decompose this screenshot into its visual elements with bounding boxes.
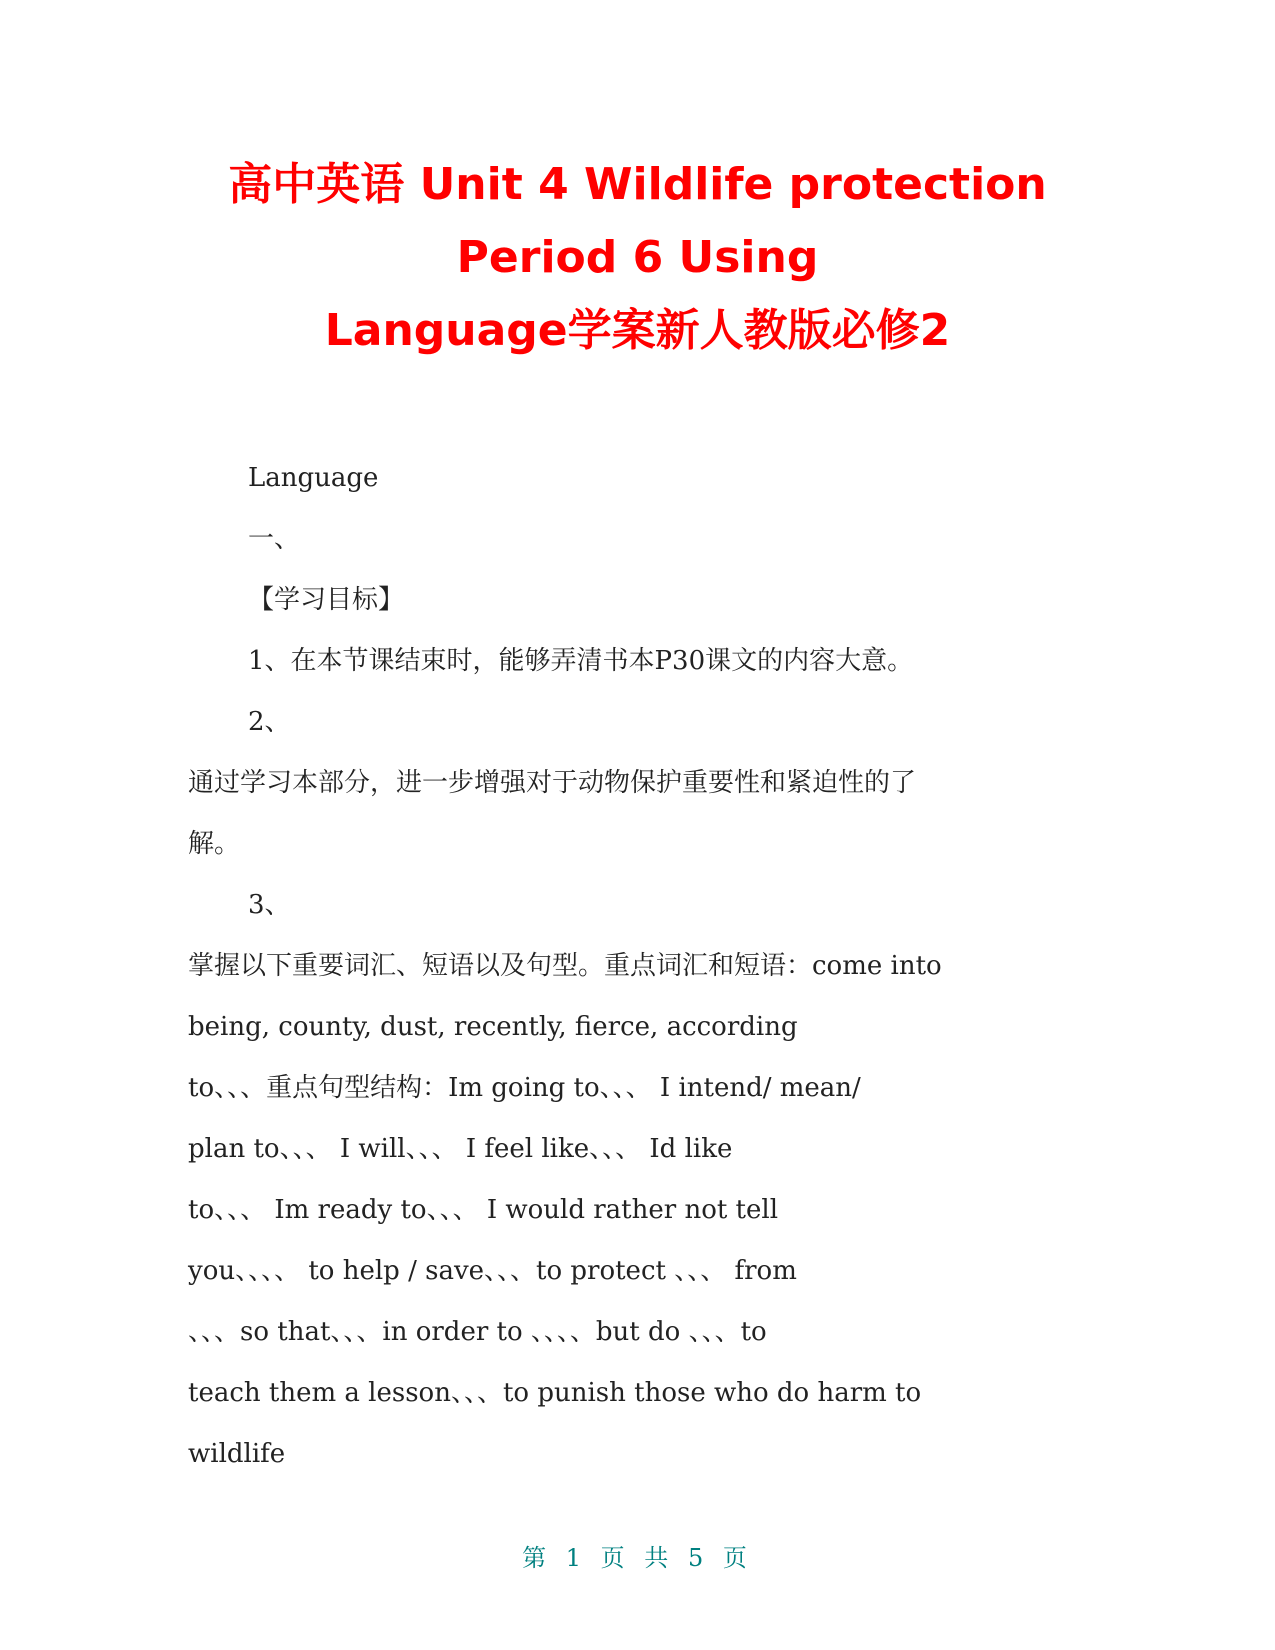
title-line-2: Period 6 Using — [456, 232, 819, 283]
body-line: 掌握以下重要词汇、短语以及句型。重点词汇和短语：come into — [188, 951, 942, 981]
body-line: wildlife — [188, 1439, 286, 1469]
body-line: to、、、 Im ready to、、、 I would rather not tell — [188, 1195, 779, 1225]
body-line: teach them a lesson、、、to punish those who do harm to — [188, 1378, 922, 1408]
body-line: to、、、重点句型结构：Im going to、、、 I intend/ mean/ — [188, 1073, 861, 1103]
body-line: 3、 — [248, 890, 291, 920]
body-line: 1、在本节课结束时，能够弄清书本P30课文的内容大意。 — [248, 646, 914, 676]
document-title — [0, 148, 1275, 367]
body-line: being, county, dust, recently, fierce, according — [188, 1012, 798, 1042]
body-line: 2、 — [248, 707, 291, 737]
title-line-1: 高中英语 Unit 4 Wildlife protection — [228, 159, 1047, 210]
page-footer: 第 1 页 共 5 页 — [522, 1544, 753, 1572]
section-heading: 【学习目标】 — [248, 585, 405, 615]
body-line: 解。 — [188, 829, 241, 859]
title-line-3: Language学案新人教版必修2 — [324, 305, 951, 356]
body-line: 通过学习本部分，进一步增强对于动物保护重要性和紧迫性的了 — [188, 768, 917, 798]
body-line: you、、、、 to help / save、、、to protect 、、、 from — [188, 1256, 797, 1286]
body-line: Language — [248, 463, 379, 493]
body-line: 一、 — [248, 524, 301, 554]
body-line: 、、、so that、、、in order to 、、、、but do 、、、to — [188, 1317, 767, 1347]
document-body — [188, 448, 1088, 1485]
body-line: plan to、、、 I will、、、 I feel like、、、 Id like — [188, 1134, 733, 1164]
